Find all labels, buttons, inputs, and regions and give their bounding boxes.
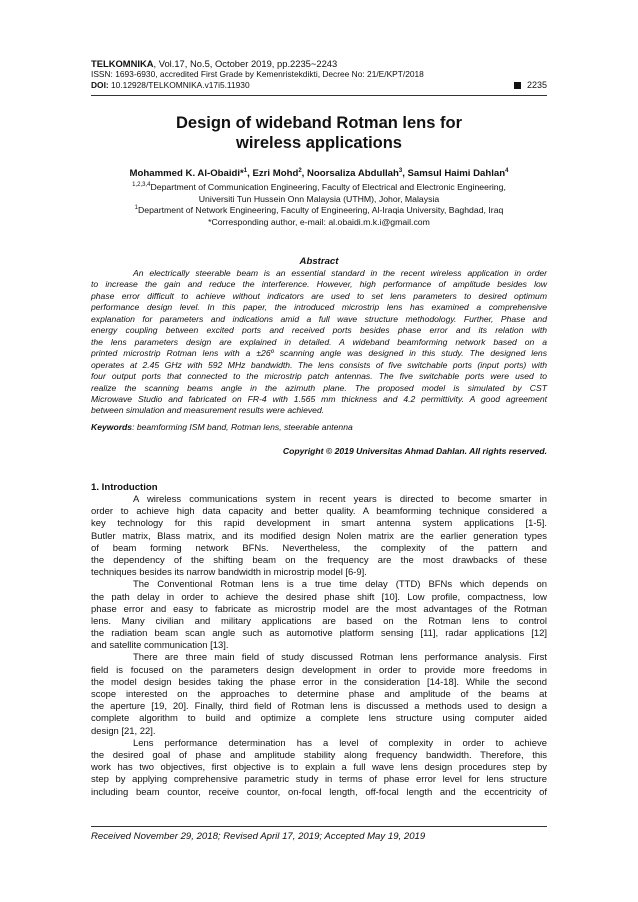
abstract-body [91,268,547,417]
affiliation-1-text: Department of Communication Engineering, Faculty of Electrical and Electronic Engineering, [150,182,506,192]
affiliation-1-line-1 [91,182,547,194]
received-dates: Received November 29, 2018; Revised April 17, 2019; Accepted May 19, 2019 [91,831,426,842]
footer-divider [91,826,547,827]
abstract-heading: Abstract [299,256,339,267]
body-line: A wireless communications system in recent years is directed to become smarter in [133,494,547,505]
body-line: work has two objectives, first objective is to explain a full wave lens design procedures step by [91,762,547,774]
body-line: lens. Many civilian and military applications are based on the Rotman lens to control [91,615,547,627]
abstract-line: explanation for parameters and indications amid a full wave structure methodology. Further, Phase and [91,313,547,324]
keywords-text: : beamforming ISM band, Rotman lens, steerable antenna [132,422,353,432]
abstract-line: Microwave Studio and fabricated on FR-4 with 1.565 mm thickness and 4.2 permittivity. A good agreement [91,393,547,404]
abstract-line: printed microstrip Rotman lens with a ±26º scanning angle was designed in this study. The designed lens [91,348,547,359]
affiliation-1 [91,182,547,205]
issn-line: ISSN: 1693-6930, accredited First Grade by Kemenristekdikti, Decree No: 21/E/KPT/2018 [91,69,424,79]
body-line: key technology for this rapid development in smart antenna system applications [1-5]. [91,518,547,530]
title-line-1: Design of wideband Rotman lens for [175,114,463,132]
journal-citation-line [91,58,547,69]
body-line: Lens performance determination has a level of complexity in order to achieve [133,737,547,749]
author-2: , Ezri Mohd [247,168,299,179]
body-line: the dependency of the shifting beam on the frequency are the most drawbacks of these [91,554,547,566]
abstract-line: performance design level. In this paper, the introduced microstrip lens has examined a comprehensive [91,302,547,313]
body-line: phase error and easy to fabricate as microstrip model are the most advantages of the Rotman [91,603,547,615]
body-line: the path delay in order to achieve the desired phase shift [10]. Low profile, compactness, low [91,591,547,603]
author-3: , Noorsaliza Abdullah [301,168,399,179]
doi-line [91,80,547,91]
body-line: step by applying comprehensive parametric study in terms of phase error level for lens structure [91,774,547,786]
affiliation-2-text: Department of Network Engineering, Faculty of Engineering, Al-Iraqia University, Baghdad, Iraq [137,205,504,215]
body-line: scope interested on the approaches to determine phase and amplitude of the beams at [91,689,547,700]
author-3-sup: 3 [398,168,403,174]
body-line: the aperture [19, 20]. Finally, third field of Rotman lens is discussed a methods used to design a [91,701,547,713]
author-4: , Samsul Haimi Dahlan [402,168,506,179]
body-line: the radiation beam scan angle such as automotive platform sensing [11], radar applications [12] [91,628,547,640]
paper-title [91,113,547,153]
body-line: the desired goal of phase and amplitude stability along frequency bandwidth. Therefore, this [91,749,547,761]
body-line: of beam forming network BFNs. Nevertheless, the complexity of the pattern and [91,542,547,554]
copyright-notice: Copyright © 2019 Universitas Ahmad Dahlan. All rights reserved. [282,446,547,456]
author-2-sup: 2 [298,168,302,174]
journal-header [91,58,547,91]
corresponding-author: *Corresponding author, e-mail: al.obaidi.m.k.i@gmail.com [208,217,430,227]
body-line: including beam countor, receive countor, on-focal length, off-focal length and the eccentricity of [91,786,547,798]
abstract-line: to increase the gain and reduce the interference. However, high performance of amplitude besides low [91,279,547,290]
affiliation-2-sup: 1 [134,205,138,211]
author-1-sup: 1 [243,168,248,174]
author-1: Mohammed K. Al-Obaidi* [129,168,244,179]
abstract-line: the lens parameters design are explained in detailed. A wideband beamforming network based on a [91,336,547,347]
body-line: complete algorithm to build and optimize a complete lens structure using computer aided [91,713,547,725]
body-line: order to achieve high data capacity and better quality. A beamforming technique considered a [91,506,547,518]
abstract-line: realize the scanning beams angle in the azimuth plane. The proposed model is simulated by CST [91,382,547,393]
title-line-2: wireless applications [236,134,402,152]
introduction-body [91,494,547,799]
abstract-line: phase error difficult to achieve without indicators are used to set lens parameters to desired optimum [91,290,547,301]
affiliation-2 [91,205,547,217]
doi-label: DOI: [91,80,109,90]
body-line: techniques besides its narrow bandwidth in microstrip model [6-9]. [91,567,367,579]
abstract-line: energy coupling between excited ports and received ports besides phase error and its relation with [91,325,547,336]
page-number: 2235 [526,80,547,90]
affiliation-1-line-2: Universiti Tun Hussein Onn Malaysia (UTHM), Johor, Malaysia [198,193,440,204]
body-line: and satellite communication [13]. [91,640,229,652]
abstract-line: operates at 2.45 GHz with 592 MHz bandwidth. The lens consists of five switchable ports (input ports) with [91,359,547,370]
body-line: the model design besides taking the phase error in the consideration [14-18]. While the second [91,676,547,688]
author-list [91,168,547,179]
keywords [91,422,547,432]
body-line: There are three main field of study discussed Rotman lens performance analysis. First [133,652,547,664]
author-4-sup: 4 [505,168,509,174]
abstract-line: An electrically steerable beam is an essential standard in the recent wireless application in order [133,268,547,278]
body-line: Butler matrix, Blass matrix, and its modified design Nolen matrix are the earlier generation types [91,530,547,542]
volume-info: , Vol.17, No.5, October 2019, pp.2235~2243 [153,58,338,69]
body-line: field is focused on the parameters design development in order to provide more freedoms in [91,664,547,676]
body-line: design [21, 22]. [91,725,156,737]
journal-name: TELKOMNIKA [91,58,154,69]
header-divider [91,95,547,96]
section-heading-introduction: 1. Introduction [91,482,158,493]
keywords-label: Keywords [91,422,133,432]
abstract-line: between simulation and measurement results were achieved. [91,405,325,416]
square-bullet-icon [514,82,521,89]
body-line: The Conventional Rotman lens is a true time delay (TTD) BFNs which depends on [133,579,547,591]
page-number-block [514,80,547,91]
affiliation-1-sup: 1,2,3,4 [132,182,151,188]
abstract-line: four output ports that connected to the microstrip patch antennas. The five switchable ports were used to [91,371,547,382]
doi-value: 10.12928/TELKOMNIKA.v17i5.11930 [108,80,250,90]
